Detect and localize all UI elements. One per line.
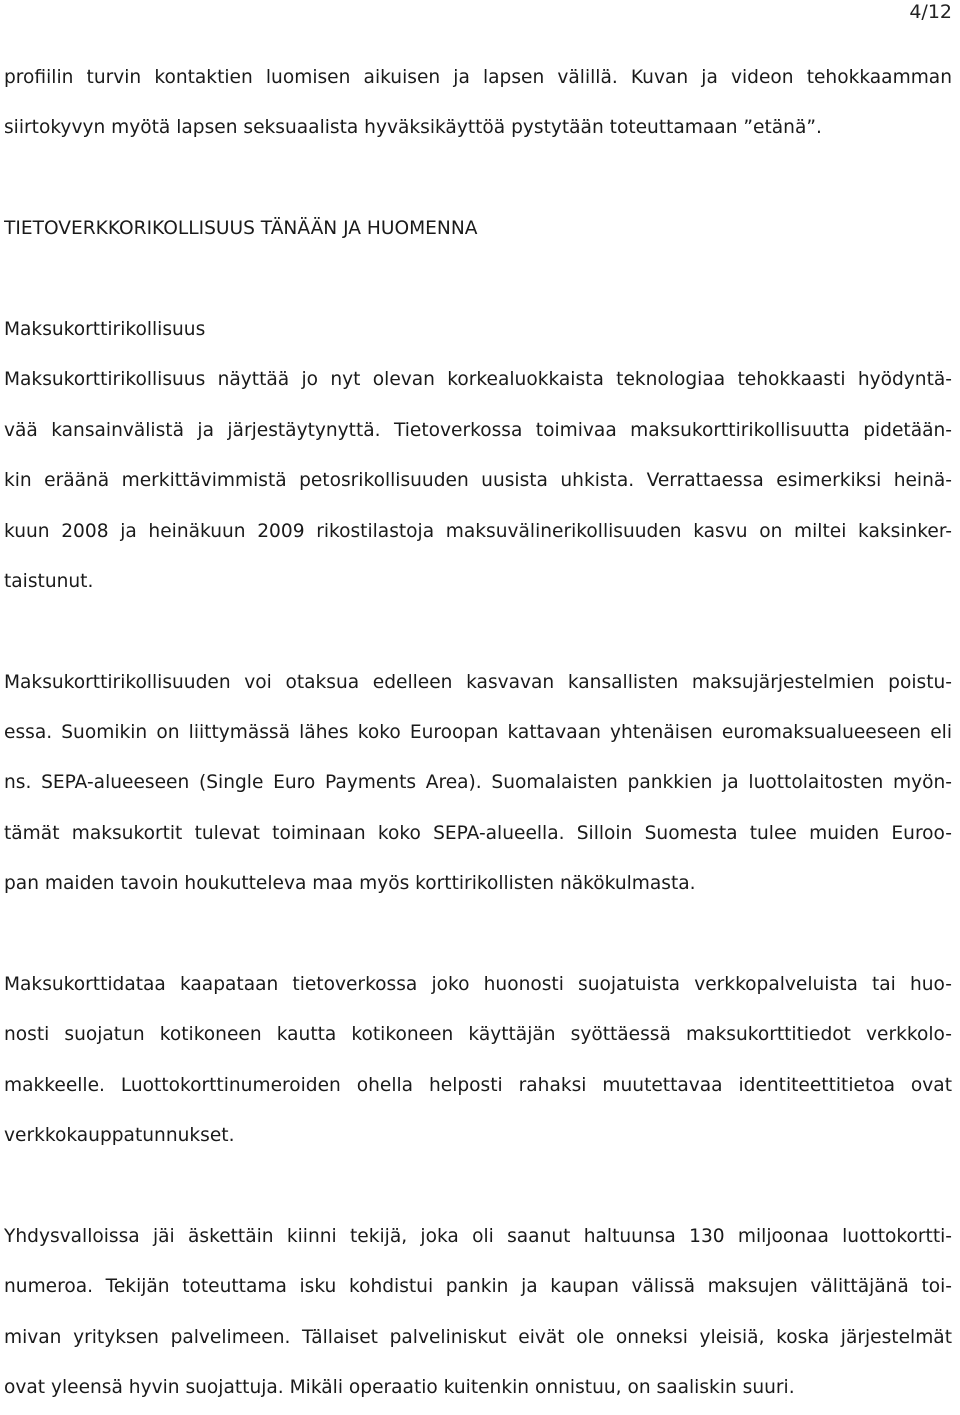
spacer [4, 607, 952, 657]
subheading-text: Maksukorttirikollisuus [4, 318, 206, 340]
paragraph-4 [4, 1212, 952, 1414]
section-heading [4, 204, 952, 254]
text-line: siirtokyvyn myötä lapsen seksuaalista hyväksikäyttöä pystytään toteuttamaan ”etänä”. [4, 117, 822, 139]
paragraph-intro [4, 53, 952, 154]
text-line: Yhdysvalloissa jäi äskettäin kiinni tekijä, joka oli saanut haltuunsa 130 miljoonaa luottokortti- [4, 1225, 952, 1247]
text-line: kin eräänä merkittävimmistä petosrikollisuuden uusista uhkista. Verrattaessa esimerkiksi heinä- [4, 470, 952, 492]
text-line: ovat yleensä hyvin suojattuja. Mikäli operaatio kuitenkin onnistuu, on saaliskin suuri. [4, 1377, 795, 1399]
spacer [4, 910, 952, 960]
text-line: essa. Suomikin on liittymässä lähes koko Euroopan kattavaan yhtenäisen euromaksualueeseen eli [4, 722, 952, 744]
text-line: pan maiden tavoin houkutteleva maa myös korttirikollisten näkökulmasta. [4, 873, 696, 895]
text-line: vää kansainvälistä ja järjestäytynyttä. Tietoverkossa toimivaa maksukorttirikollisuutta pidetään- [4, 419, 952, 441]
text-line: tämät maksukortit tulevat toiminaan koko SEPA-alueella. Silloin Suomesta tulee muiden Euroo- [4, 822, 952, 844]
spacer [4, 154, 952, 204]
paragraph-1 [4, 355, 952, 607]
text-line: profiilin turvin kontaktien luomisen aikuisen ja lapsen välillä. Kuvan ja videon tehokkaamman [4, 67, 952, 88]
subheading [4, 305, 952, 355]
text-line: verkkokauppatunnukset. [4, 1125, 235, 1147]
text-line: nosti suojatun kotikoneen kautta kotikoneen käyttäjän syöttäessä maksukorttitiedot verkkolo- [4, 1024, 952, 1046]
text-line: Maksukorttirikollisuus näyttää jo nyt olevan korkealuokkaista teknologiaa tehokkaasti hyödyntä- [4, 369, 952, 391]
paragraph-2 [4, 658, 952, 910]
text-line: kuun 2008 ja heinäkuun 2009 rikostilastoja maksuvälinerikollisuuden kasvu on miltei kaksinker- [4, 520, 952, 542]
spacer [4, 1162, 952, 1212]
text-line: ns. SEPA-alueeseen (Single Euro Payments Area). Suomalaisten pankkien ja luottolaitosten myön- [4, 772, 952, 794]
text-line: makkeelle. Luottokorttinumeroiden ohella helposti rahaksi muutettavaa identiteettitietoa ovat [4, 1074, 952, 1096]
text-line: numeroa. Tekijän toteuttama isku kohdistui pankin ja kaupan välissä maksujen välittäjänä toi- [4, 1276, 952, 1298]
spacer [4, 255, 952, 305]
document-body [4, 53, 952, 1414]
text-line: mivan yrityksen palvelimeen. Tällaiset palveliniskut eivät ole onneksi yleisiä, koska järjestelmät [4, 1326, 952, 1348]
paragraph-3 [4, 960, 952, 1162]
page-number: 4/12 [909, 1, 952, 23]
section-heading-text: TIETOVERKKORIKOLLISUUS TÄNÄÄN JA HUOMENNA [4, 218, 478, 240]
text-line: Maksukorttidataa kaapataan tietoverkossa joko huonosti suojatuista verkkopalveluista tai huo- [4, 974, 952, 996]
text-line: taistunut. [4, 570, 94, 592]
text-line: Maksukorttirikollisuuden voi otaksua edelleen kasvavan kansallisten maksujärjestelmien poistu- [4, 671, 952, 693]
